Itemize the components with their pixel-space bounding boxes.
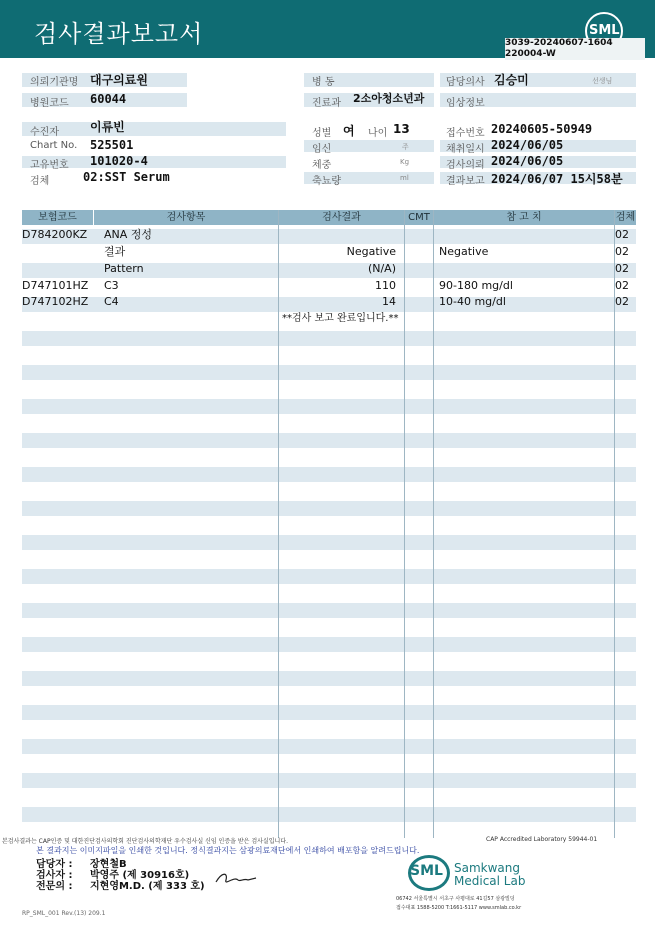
certification-note: 본검사결과는 CAP인증 및 대한진단검사의학회 진단검사의학재단 우수검사실 신임 인증을 받은 검사실입니다. xyxy=(2,838,289,845)
row-item: Pattern xyxy=(104,262,144,275)
col-divider xyxy=(433,210,434,838)
row-result: Negative xyxy=(346,245,396,258)
lab-name-line2: Medical Lab xyxy=(454,874,526,888)
col-header-item: 검사항목 xyxy=(94,210,278,225)
table-stripe xyxy=(22,535,636,550)
examiner-value: 박영주 (제 30916호) xyxy=(90,870,190,881)
row-result: 14 xyxy=(382,295,396,308)
lab-name xyxy=(454,862,525,888)
dept-label: 진료과 xyxy=(312,98,341,109)
chart-value: 525501 xyxy=(90,138,134,152)
row-item: ANA 정성 xyxy=(104,228,153,241)
table-stripe xyxy=(22,807,636,822)
table-stripe xyxy=(22,637,636,652)
request-value: 2024/06/05 xyxy=(491,154,564,168)
signature-image xyxy=(212,868,260,888)
ward-label: 병 동 xyxy=(312,77,335,88)
col-header-result: 검사결과 xyxy=(279,210,404,225)
hosp-code-label: 병원코드 xyxy=(30,98,69,109)
receipt-label: 접수번호 xyxy=(446,128,485,139)
hosp-code-value: 60044 xyxy=(90,92,127,106)
cap-accreditation: CAP Accredited Laboratory 59944-01 xyxy=(486,836,598,843)
specimen-label: 검체 xyxy=(30,176,50,187)
chart-label: Chart No. xyxy=(30,140,78,151)
table-stripe xyxy=(22,433,636,448)
row-item: 결과 xyxy=(104,245,126,258)
examinee-bar xyxy=(22,122,286,136)
specimen-value: 02:SST Serum xyxy=(83,170,170,184)
table-stripe xyxy=(22,569,636,584)
print-notice: 본 결과지는 이미지파일을 인쇄한 것입니다. 정식결과지는 삼광의료재단에서 인쇄하여 배포함을 알려드립니다. xyxy=(36,846,420,855)
row-item: C4 xyxy=(104,295,119,308)
row-specimen: 02 xyxy=(615,295,629,308)
pregnancy-unit: 주 xyxy=(402,143,409,151)
row-result: (N/A) xyxy=(367,262,396,275)
id-value: 101020-4 xyxy=(90,154,148,168)
sml-footer-logo: SML xyxy=(410,863,443,879)
org-value: 대구의료원 xyxy=(90,73,148,87)
row-specimen: 02 xyxy=(615,279,629,292)
table-stripe xyxy=(22,773,636,788)
specialist-value: 지현영M.D. (제 333 호) xyxy=(90,881,205,892)
doctor-suffix: 선생님 xyxy=(592,77,613,85)
clinical-label: 임상정보 xyxy=(446,98,485,109)
document-id-line2: 220004-W xyxy=(505,49,556,59)
table-stripe xyxy=(22,671,636,686)
age-label: 나이 xyxy=(368,128,388,139)
request-label: 검사의뢰 xyxy=(446,160,485,171)
table-stripe xyxy=(22,365,636,380)
doctor-value: 김승미 xyxy=(494,73,529,87)
document-id xyxy=(505,38,645,60)
table-stripe xyxy=(22,501,636,516)
urine-label: 축뇨량 xyxy=(312,176,341,187)
lab-address: 06742 서울특별시 서초구 사평대로 41길57 삼광빌딩 xyxy=(396,896,515,902)
table-stripe xyxy=(22,331,636,346)
report-value: 2024/06/07 15시58분 xyxy=(491,172,623,186)
row-specimen: 02 xyxy=(615,262,629,275)
row-code: D784200KZ xyxy=(22,228,88,241)
collect-label: 채취일시 xyxy=(446,144,485,155)
row-reference: 90-180 mg/dl xyxy=(439,279,513,292)
collect-value: 2024/06/05 xyxy=(491,138,564,152)
col-header-code: 보험코드 xyxy=(22,210,93,225)
examinee-label: 수진자 xyxy=(30,127,59,138)
completion-note: **검사 보고 완료입니다.** xyxy=(282,313,399,324)
table-stripe xyxy=(22,739,636,754)
age-value: 13 xyxy=(393,122,410,136)
col-header-reference: 참 고 치 xyxy=(434,210,614,225)
specialist-label: 전문의 : xyxy=(36,881,73,892)
sex-label: 성별 xyxy=(312,128,332,139)
org-label: 의뢰기관명 xyxy=(30,77,79,88)
row-code: D747102HZ xyxy=(22,295,89,308)
report-label: 결과보고 xyxy=(446,176,485,187)
pregnancy-label: 임신 xyxy=(312,144,332,155)
row-reference: 10-40 mg/dl xyxy=(439,295,506,308)
examiner-label: 검사자 : xyxy=(36,870,73,881)
document-id-line1: 3039-20240607-1604 xyxy=(505,38,613,48)
col-divider xyxy=(278,210,279,838)
lab-phone: 접수대표 1588-5200 T:1661-5117 www.smlab.co.kr xyxy=(396,905,522,911)
row-specimen: 02 xyxy=(615,245,629,258)
table-stripe xyxy=(22,705,636,720)
row-code: D747101HZ xyxy=(22,279,89,292)
report-title: 검사결과보고서 xyxy=(34,20,204,48)
doctor-label: 담당의사 xyxy=(446,77,485,88)
technician-value: 장현철B xyxy=(90,859,127,870)
urine-unit: ml xyxy=(400,174,409,182)
sex-value: 여 xyxy=(343,124,355,138)
table-stripe xyxy=(22,603,636,618)
examinee-value: 이류빈 xyxy=(90,120,125,134)
id-label: 고유번호 xyxy=(30,160,69,171)
col-divider xyxy=(404,210,405,838)
row-result: 110 xyxy=(375,279,396,292)
col-header-specimen: 검체 xyxy=(615,212,636,223)
weight-unit: Kg xyxy=(400,158,410,166)
sml-logo: SML xyxy=(589,23,620,38)
receipt-value: 20240605-50949 xyxy=(491,122,593,136)
table-stripe xyxy=(22,399,636,414)
lab-name-line1: Samkwang xyxy=(454,861,520,875)
table-stripe xyxy=(22,467,636,482)
row-item: C3 xyxy=(104,279,119,292)
col-header-cmt: CMT xyxy=(405,210,433,225)
row-specimen: 02 xyxy=(615,228,629,241)
form-code: RP_SML_001 Rev.(13) 209.1 xyxy=(22,910,106,917)
row-reference: Negative xyxy=(439,245,489,258)
weight-label: 체중 xyxy=(312,160,332,171)
dept-value: 2소아청소년과 xyxy=(353,92,425,105)
technician-label: 담당자 : xyxy=(36,859,73,870)
